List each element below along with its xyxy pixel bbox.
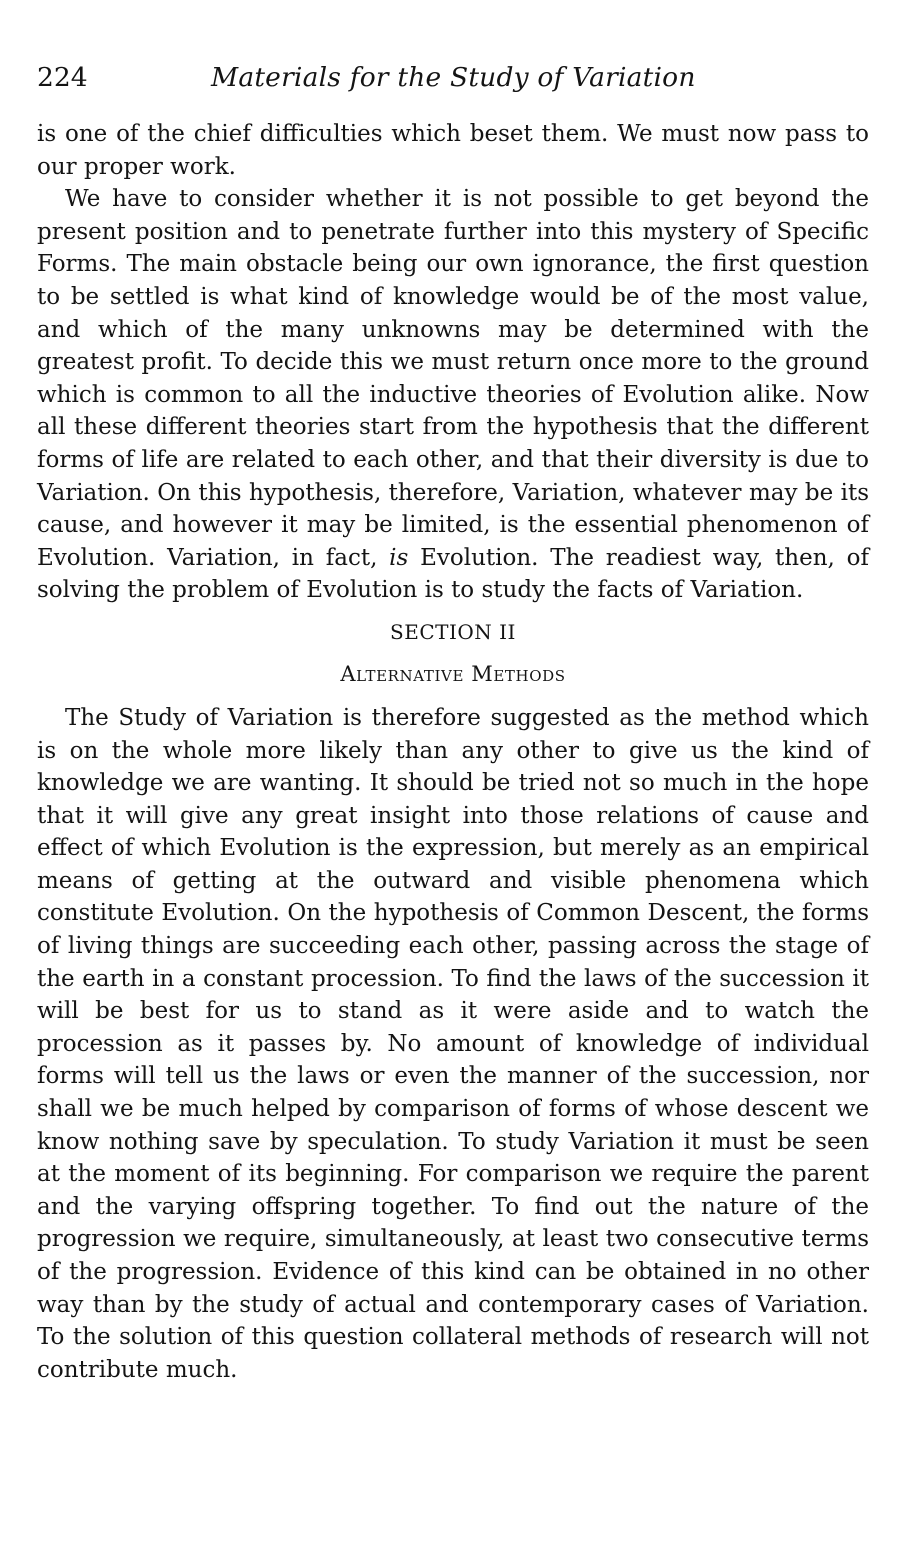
section-number: SECTION II: [390, 619, 516, 644]
paragraph-continuation: is one of the chief difficulties which beset them. We must now pass to our proper work.: [37, 121, 869, 180]
paragraph-text-end: Evolution. The readiest way, then, of solving the problem of Evolution is to study the facts of Variation.: [37, 544, 869, 604]
page-number: 224: [37, 62, 88, 93]
emphasis-is: is: [389, 544, 409, 571]
paragraph-study-of-variation: The Study of Variation is therefore suggested as the method which is on the whole more likely than any other to give us the kind of knowledge we are wanting. It should be tried not so much in the hope that it will give any great insight into those relations of cause and effect of which Evolution is the expression, but merely as an empirical means of getting at the outward and visible phenomena which constitute Evolution. On the hypothesis of Common Descent, the forms of living things are succeeding each other, passing across the stage of the earth in a constant procession. To find the laws of the succession it will be best for us to stand as it were aside and to watch the procession as it passes by. No amount of knowledge of individual forms will tell us the laws or even the manner of the succession, nor shall we be much helped by comparison of forms of whose descent we know nothing save by speculation. To study Variation it must be seen at the moment of its beginning. For comparison we require the parent and the varying offspring together. To find out the nature of the progression we require, simultaneously, at least two consecutive terms of the progression. Evidence of this kind can be obtained in no other way than by the study of actual and contemporary cases of Variation. To the solution of this question collateral methods of research will not contribute much.: [37, 704, 869, 1383]
book-page: [37, 58, 869, 1386]
section-title: Alternative Methods: [340, 661, 566, 686]
running-title: Materials for the Study of Variation: [211, 62, 696, 93]
body-text: [37, 118, 869, 1386]
paragraph-specific-forms: [37, 183, 869, 607]
paragraph-text: We have to consider whether it is not possible to get beyond the present position and to penetrate further into this mystery of Specific Forms. The main obstacle being our own ignorance, the first question to be settled is what kind of knowledge would be of the most value, and which of the many unknowns may be determined with the greatest profit. To decide this we must return once more to the ground which is common to all the inductive theories of Evolution alike. Now all these different theories start from the hypothesis that the different forms of life are related to each other, and that their diversity is due to Variation. On this hypothesis, therefore, Variation, whatever may be its cause, and however it may be limited, is the essential phenomenon of Evolution. Variation, in fact,: [37, 186, 869, 571]
running-head: [37, 58, 869, 98]
